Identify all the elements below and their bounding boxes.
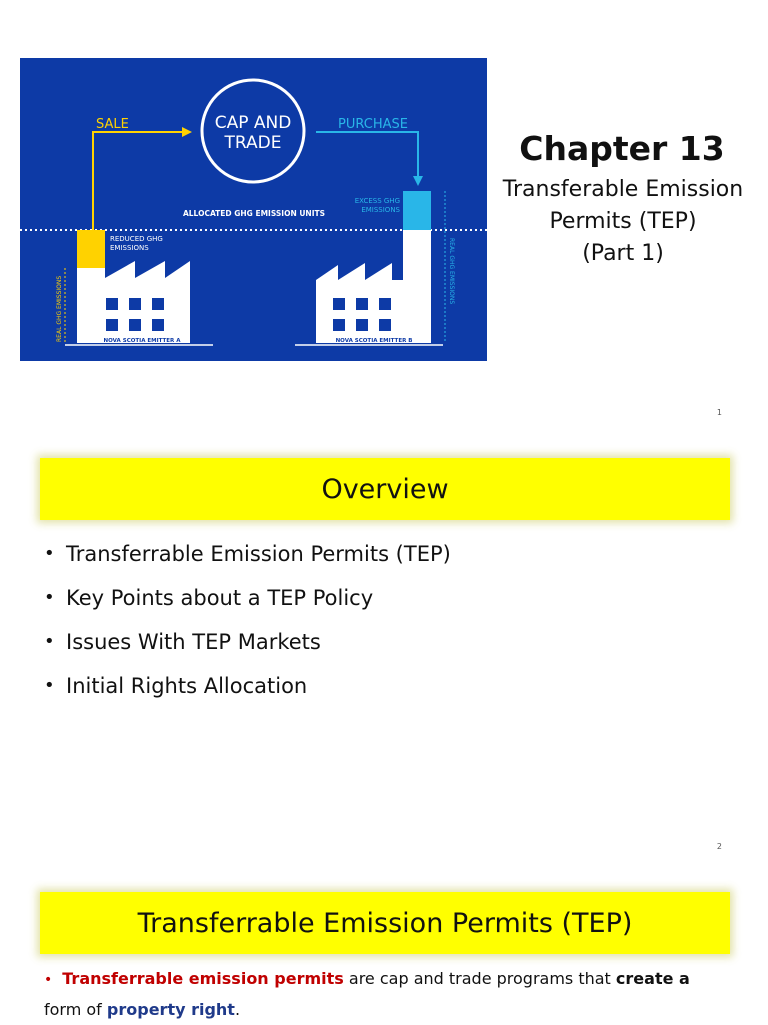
sale-arrowhead	[182, 127, 192, 137]
diagram-svg	[20, 58, 487, 361]
bullet-icon: •	[44, 543, 55, 564]
sale-label: SALE	[96, 117, 129, 132]
page-number: 1	[716, 408, 722, 417]
slide-1	[0, 0, 768, 430]
overview-bullet-list	[44, 532, 451, 708]
slide-3	[0, 860, 768, 1024]
excess-label-line1: EXCESS GHG	[354, 197, 400, 205]
real-right-label: REAL GHG EMISSIONS	[448, 238, 455, 305]
sale-arrow	[93, 132, 190, 230]
list-item: • Key Points about a TEP Policy	[44, 576, 451, 620]
page-number: 2	[716, 842, 722, 851]
purchase-arrow	[316, 132, 418, 182]
purchase-arrowhead	[413, 176, 423, 186]
reduced-label-line2: EMISSIONS	[110, 244, 149, 252]
slide-2	[0, 430, 768, 860]
bullet-icon: •	[44, 972, 53, 988]
subtitle-line-3: (Part 1)	[582, 241, 664, 266]
chapter-subtitle	[497, 174, 749, 270]
subtitle-line-1: Transferable Emission	[502, 177, 744, 202]
excess-label-line2: EMISSIONS	[361, 206, 400, 214]
factory-a	[56, 230, 213, 345]
center-label-line1: CAP AND	[214, 113, 292, 133]
list-item: • Initial Rights Allocation	[44, 664, 451, 708]
emitter-b-label: NOVA SCOTIA EMITTER B	[335, 338, 413, 344]
subtitle-line-2: Permits (TEP)	[549, 209, 697, 234]
allocated-label: ALLOCATED GHG EMISSION UNITS	[182, 209, 326, 218]
overview-title: Overview	[321, 473, 449, 505]
cap-and-trade-diagram	[20, 58, 487, 361]
list-item: • Issues With TEP Markets	[44, 620, 451, 664]
bullet-icon: •	[44, 631, 55, 652]
reduced-emissions-block	[77, 230, 105, 268]
overview-title-banner	[40, 458, 730, 520]
excess-emissions-block	[403, 191, 431, 230]
tep-title: Transferrable Emission Permits (TEP)	[137, 907, 633, 939]
center-label-line2: TRADE	[224, 133, 282, 153]
emitter-a-label: NOVA SCOTIA EMITTER A	[103, 338, 181, 344]
tep-title-banner	[40, 892, 730, 954]
bullet-icon: •	[44, 587, 55, 608]
purchase-label: PURCHASE	[338, 117, 408, 132]
reduced-label-line1: REDUCED GHG	[110, 235, 163, 243]
real-left-label: REAL GHG EMISSIONS	[56, 275, 63, 342]
bullet-icon: •	[44, 675, 55, 696]
tep-bullet-paragraph: • Transferrable emission permits are cap and trade programs that create a form of property right.	[44, 969, 690, 1019]
chapter-title: Chapter 13	[519, 129, 725, 168]
list-item: • Transferrable Emission Permits (TEP)	[44, 532, 451, 576]
